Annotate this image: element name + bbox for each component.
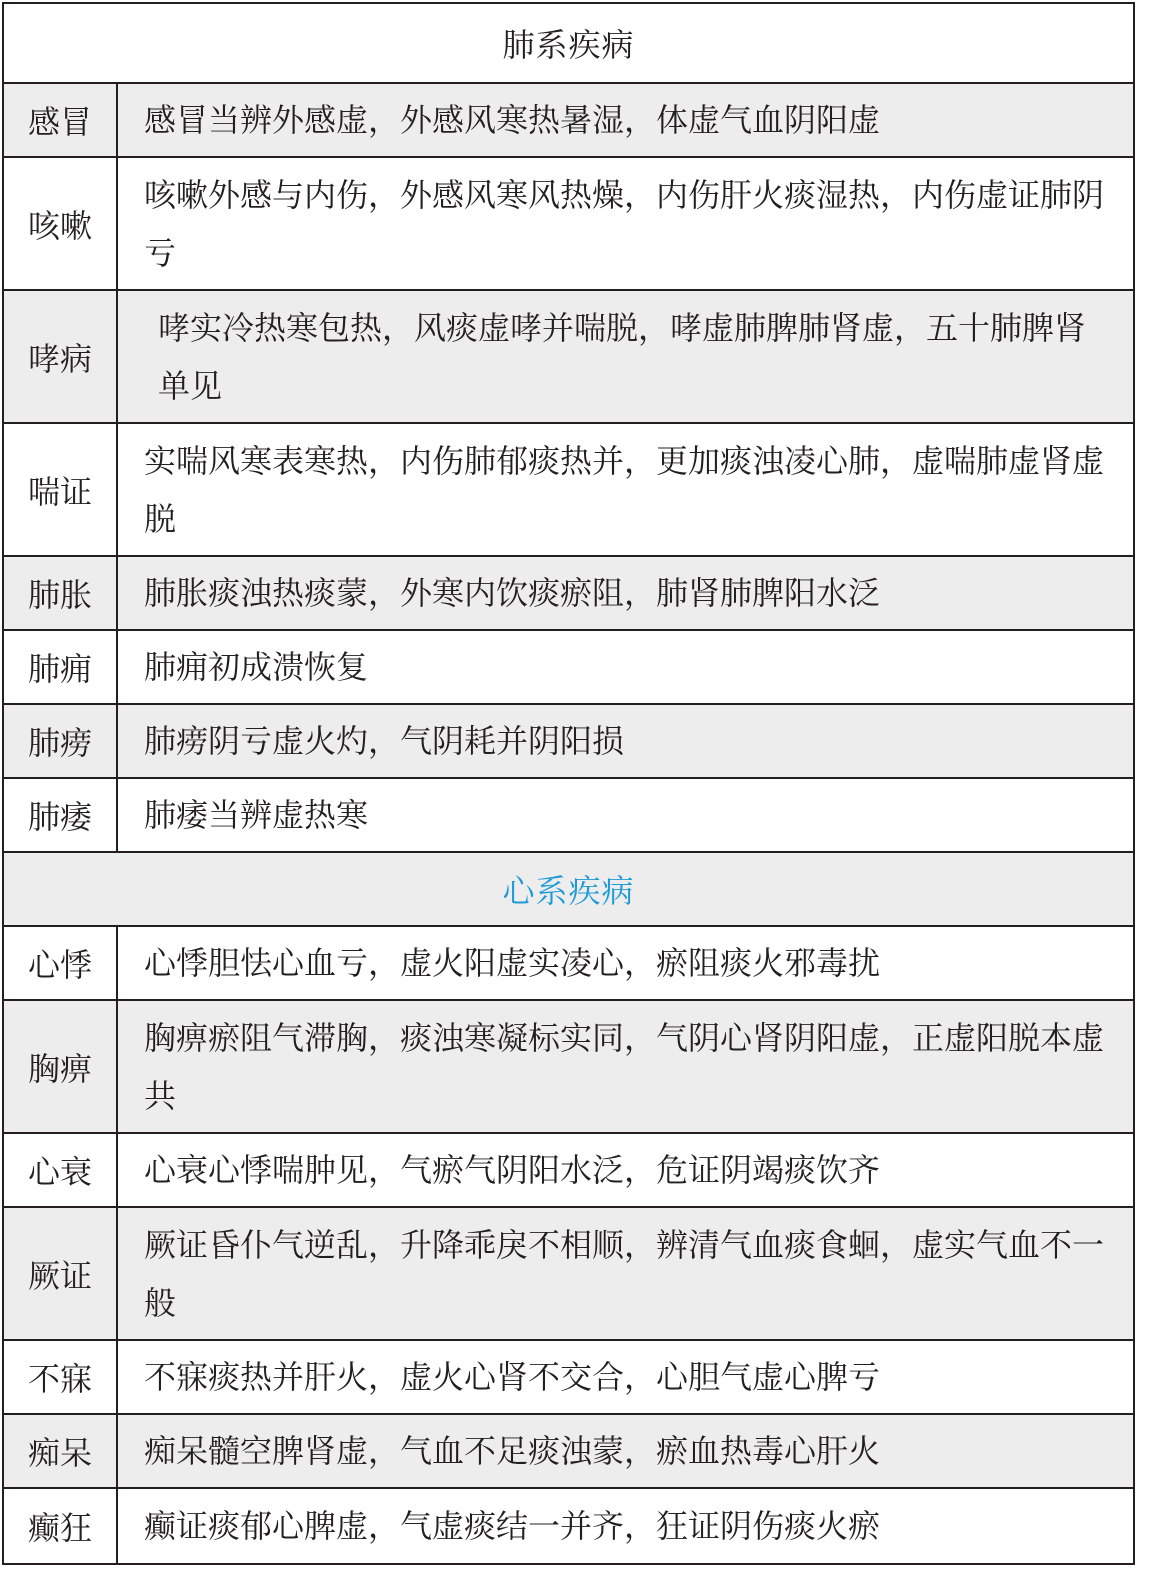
section-header-lung: 肺系疾病 <box>4 4 1133 84</box>
section-header-heart: 心系疾病 <box>4 853 1133 927</box>
table-row <box>4 291 1133 424</box>
disease-name: 癫狂 <box>4 1489 118 1563</box>
table-row <box>4 158 1133 291</box>
disease-name: 心衰 <box>4 1134 118 1206</box>
table-row <box>4 1341 1133 1415</box>
disease-mnemonic: 肺痿当辨虚热寒 <box>144 796 369 834</box>
disease-name: 喘证 <box>4 424 118 555</box>
disease-name: 哮病 <box>4 291 118 422</box>
table-row <box>4 631 1133 705</box>
table-row <box>4 1134 1133 1208</box>
disease-name: 肺痈 <box>4 631 118 703</box>
table-row <box>4 424 1133 557</box>
disease-mnemonic: 心衰心悸喘肿见，气瘀气阴阳水泛，危证阴竭痰饮齐 <box>144 1151 881 1189</box>
disease-mnemonic: 哮实冷热寒包热，风痰虚哮并喘脱，哮虚肺脾肺肾虚，五十肺脾肾单见 <box>158 308 1087 405</box>
disease-mnemonic: 胸痹瘀阻气滞胸，痰浊寒凝标实同，气阴心肾阴阳虚，正虚阳脱本虚共 <box>144 1018 1105 1115</box>
disease-name: 肺痿 <box>4 779 118 851</box>
disease-name: 痴呆 <box>4 1415 118 1487</box>
disease-mnemonic: 不寐痰热并肝火，虚火心肾不交合，心胆气虚心脾亏 <box>144 1358 881 1396</box>
disease-mnemonic: 肺痈初成溃恢复 <box>144 648 369 686</box>
disease-name: 肺胀 <box>4 557 118 629</box>
disease-mnemonic: 实喘风寒表寒热，内伤肺郁痰热并，更加痰浊凌心肺，虚喘肺虚肾虚脱 <box>144 441 1105 538</box>
table-row <box>4 557 1133 631</box>
table-row <box>4 84 1133 158</box>
disease-table <box>2 2 1135 1565</box>
disease-name: 不寐 <box>4 1341 118 1413</box>
disease-mnemonic: 感冒当辨外感虚，外感风寒热暑湿，体虚气血阴阳虚 <box>144 101 881 139</box>
table-row <box>4 779 1133 853</box>
disease-mnemonic: 肺痨阴亏虚火灼，气阴耗并阴阳损 <box>144 722 625 760</box>
table-row <box>4 1001 1133 1134</box>
disease-mnemonic: 厥证昏仆气逆乱，升降乖戾不相顺，辨清气血痰食蛔，虚实气血不一般 <box>144 1225 1105 1322</box>
disease-name: 肺痨 <box>4 705 118 777</box>
disease-name: 感冒 <box>4 84 118 156</box>
disease-name: 咳嗽 <box>4 158 118 289</box>
table-row <box>4 927 1133 1001</box>
disease-name: 厥证 <box>4 1208 118 1339</box>
disease-name: 心悸 <box>4 927 118 999</box>
disease-mnemonic: 肺胀痰浊热痰蒙，外寒内饮痰瘀阻，肺肾肺脾阳水泛 <box>144 574 881 612</box>
table-row <box>4 1208 1133 1341</box>
disease-mnemonic: 心悸胆怯心血亏，虚火阳虚实凌心，瘀阻痰火邪毒扰 <box>144 944 881 982</box>
disease-mnemonic: 咳嗽外感与内伤，外感风寒风热燥，内伤肝火痰湿热，内伤虚证肺阴亏 <box>144 175 1105 272</box>
disease-mnemonic: 痴呆髓空脾肾虚，气血不足痰浊蒙，瘀血热毒心肝火 <box>144 1432 881 1470</box>
disease-mnemonic: 癫证痰郁心脾虚，气虚痰结一并齐，狂证阴伤痰火瘀 <box>144 1507 881 1545</box>
table-row <box>4 1489 1133 1563</box>
disease-name: 胸痹 <box>4 1001 118 1132</box>
table-row <box>4 1415 1133 1489</box>
table-row <box>4 705 1133 779</box>
